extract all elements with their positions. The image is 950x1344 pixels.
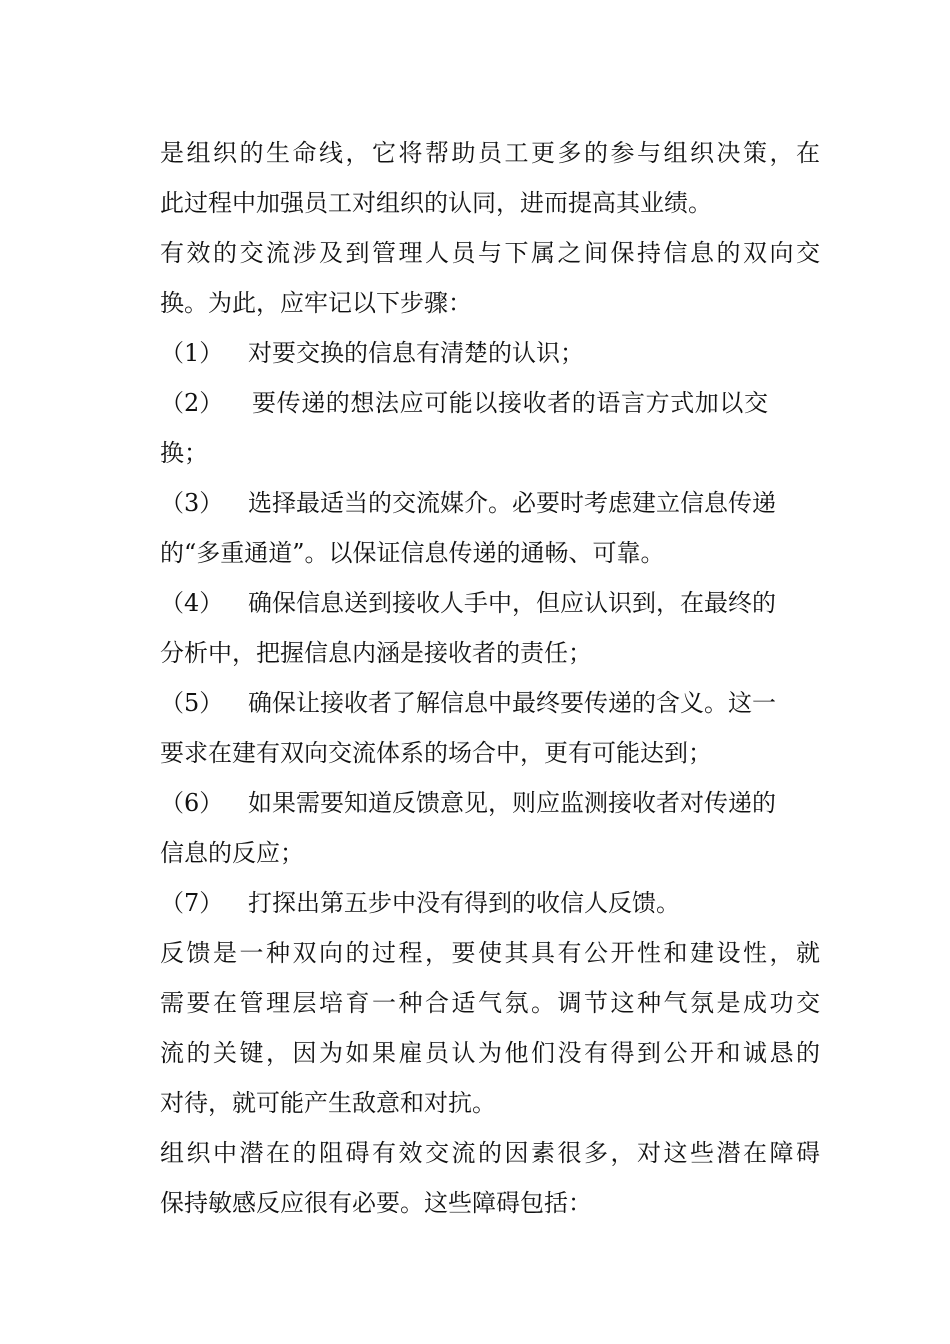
text-line: 要求在建有双向交流体系的场合中，更有可能达到； [160, 739, 712, 767]
list-item [160, 778, 820, 828]
list-item-number: （7） [160, 889, 224, 917]
text-line: 换； [160, 439, 208, 467]
list-item [160, 878, 820, 928]
text-line: 流的关键，因为如果雇员认为他们没有得到公开和诚恳的 [160, 1039, 820, 1067]
list-item-number: （6） [160, 789, 224, 817]
list-item [160, 328, 820, 378]
text-line: 信息的反应； [160, 839, 304, 867]
list-item-text: 确保让接收者了解信息中最终要传递的含义。这一 [248, 689, 776, 717]
list-item [160, 478, 820, 528]
list-item-text: 对要交换的信息有清楚的认识； [248, 339, 584, 367]
text-line: 组织中潜在的阻碍有效交流的因素很多，对这些潜在障碍 [160, 1139, 820, 1167]
text-line: 换。为此，应牢记以下步骤： [160, 289, 472, 317]
list-item-text: 要传递的想法应可能以接收者的语言方式加以交 [252, 389, 769, 417]
list-item-number: （2） [160, 389, 224, 417]
list-item [160, 378, 820, 428]
text-line: 反馈是一种双向的过程，要使其具有公开性和建设性，就 [160, 939, 820, 967]
list-item-text: 选择最适当的交流媒介。必要时考虑建立信息传递 [248, 489, 776, 517]
text-line: 是组织的生命线，它将帮助员工更多的参与组织决策，在 [160, 139, 820, 167]
list-item-text: 打探出第五步中没有得到的收信人反馈。 [248, 889, 680, 917]
list-item-number: （5） [160, 689, 224, 717]
list-item [160, 578, 820, 628]
text-line: 需要在管理层培育一种合适气氛。调节这种气氛是成功交 [160, 989, 820, 1017]
list-item-text: 确保信息送到接收人手中，但应认识到，在最终的 [248, 589, 776, 617]
text-line: 分析中，把握信息内涵是接收者的责任； [160, 639, 592, 667]
text-line: 对待，就可能产生敌意和对抗。 [160, 1089, 496, 1117]
document-body [160, 128, 820, 1228]
text-line: 此过程中加强员工对组织的认同，进而提高其业绩。 [160, 189, 712, 217]
text-line: 有效的交流涉及到管理人员与下属之间保持信息的双向交 [160, 239, 820, 267]
list-item-number: （3） [160, 489, 224, 517]
list-item [160, 678, 820, 728]
text-line: 保持敏感反应很有必要。这些障碍包括： [160, 1189, 592, 1217]
list-item-number: （1） [160, 339, 224, 367]
list-item-text: 如果需要知道反馈意见，则应监测接收者对传递的 [248, 789, 776, 817]
text-line: 的“多重通道”。以保证信息传递的通畅、可靠。 [160, 539, 665, 567]
list-item-number: （4） [160, 589, 224, 617]
